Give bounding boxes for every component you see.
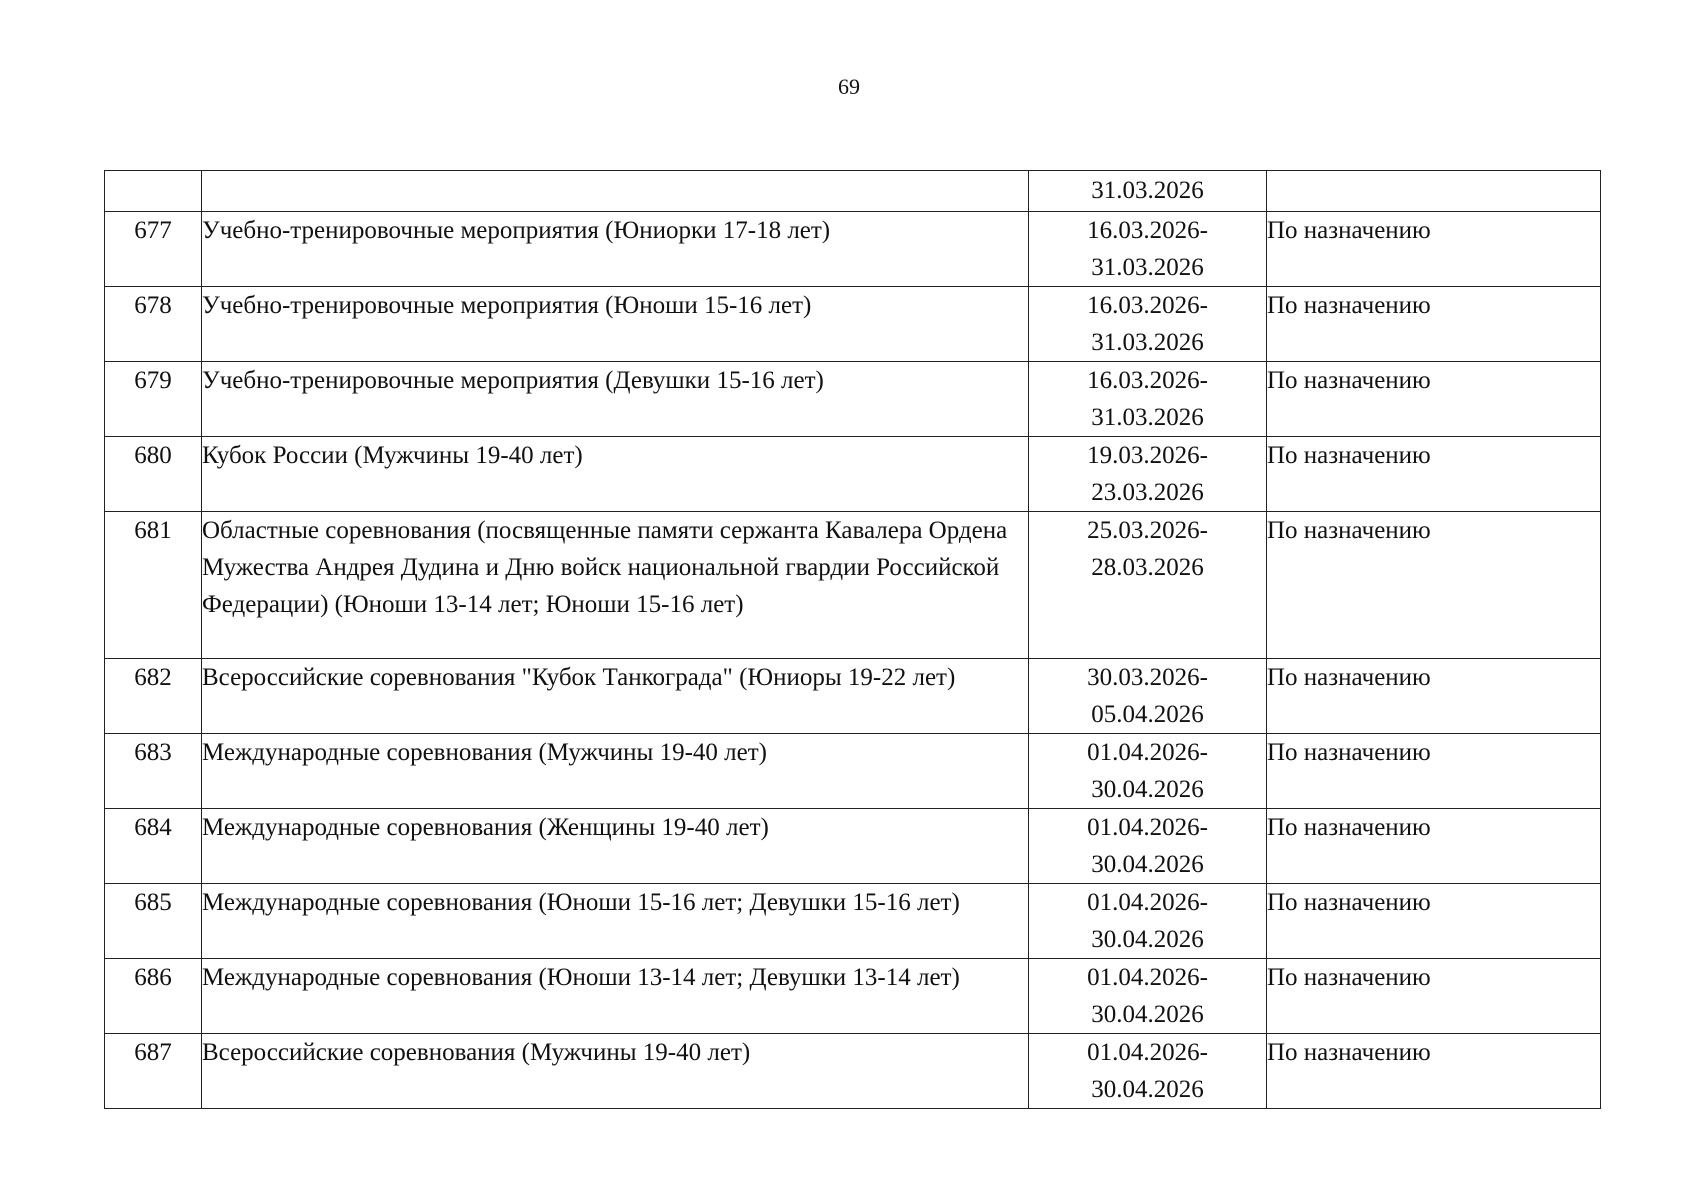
event-name-cell: Международные соревнования (Мужчины 19-40 лет) xyxy=(202,734,1029,809)
event-name-cell: Учебно-тренировочные мероприятия (Юноши 15-16 лет) xyxy=(202,287,1029,362)
date-start: 19.03.2026- xyxy=(1087,442,1208,469)
event-place-cell: По назначению xyxy=(1267,734,1601,809)
row-number-cell: 682 xyxy=(105,659,202,734)
event-dates-cell xyxy=(1029,437,1267,512)
event-name-cell: Учебно-тренировочные мероприятия (Девушки 15-16 лет) xyxy=(202,362,1029,437)
event-name-cell: Международные соревнования (Юноши 15-16 лет; Девушки 15-16 лет) xyxy=(202,884,1029,959)
event-dates-cell xyxy=(1029,512,1267,659)
table-row xyxy=(105,1034,1601,1109)
page-number: 69 xyxy=(838,74,860,99)
date-end: 31.03.2026 xyxy=(1091,177,1204,204)
date-start: 01.04.2026- xyxy=(1087,1039,1208,1066)
table-row xyxy=(105,734,1601,809)
event-dates-cell xyxy=(1029,171,1267,212)
event-name-cell xyxy=(202,171,1029,212)
row-number-cell: 677 xyxy=(105,212,202,287)
date-start: 01.04.2026- xyxy=(1087,964,1208,991)
date-end: 30.04.2026 xyxy=(1091,851,1204,878)
date-start: 01.04.2026- xyxy=(1087,739,1208,766)
event-place-cell: По назначению xyxy=(1267,959,1601,1034)
event-place-cell: По назначению xyxy=(1267,212,1601,287)
event-dates-cell xyxy=(1029,734,1267,809)
date-end: 28.03.2026 xyxy=(1091,554,1204,581)
row-number-cell: 683 xyxy=(105,734,202,809)
date-start: 01.04.2026- xyxy=(1087,889,1208,916)
date-end: 23.03.2026 xyxy=(1091,479,1204,506)
event-name-cell: Кубок России (Мужчины 19-40 лет) xyxy=(202,437,1029,512)
event-name-cell: Областные соревнования (посвященные памяти сержанта Кавалера Ордена Мужества Андрея Дудина и Дню войск национальной гвардии Российской Федерации) (Юноши 13-14 лет; Юноши 15-16 лет) xyxy=(202,512,1029,659)
event-place-cell: По назначению xyxy=(1267,809,1601,884)
date-start: 16.03.2026- xyxy=(1087,217,1208,244)
event-dates-cell xyxy=(1029,212,1267,287)
date-start: 30.03.2026- xyxy=(1087,664,1208,691)
table-row-continuation xyxy=(105,171,1601,212)
date-start: 16.03.2026- xyxy=(1087,367,1208,394)
table-row xyxy=(105,659,1601,734)
date-end: 30.04.2026 xyxy=(1091,926,1204,953)
date-end: 31.03.2026 xyxy=(1091,404,1204,431)
event-name-cell: Учебно-тренировочные мероприятия (Юниорки 17-18 лет) xyxy=(202,212,1029,287)
table-row xyxy=(105,287,1601,362)
row-number-cell: 686 xyxy=(105,959,202,1034)
row-number-cell: 679 xyxy=(105,362,202,437)
event-dates-cell xyxy=(1029,884,1267,959)
event-name-cell: Международные соревнования (Женщины 19-40 лет) xyxy=(202,809,1029,884)
row-number-cell: 681 xyxy=(105,512,202,659)
event-dates-cell xyxy=(1029,959,1267,1034)
event-dates-cell xyxy=(1029,1034,1267,1109)
date-end: 30.04.2026 xyxy=(1091,1076,1204,1103)
table-row xyxy=(105,512,1601,659)
event-dates-cell xyxy=(1029,287,1267,362)
table-row xyxy=(105,809,1601,884)
row-number-cell: 687 xyxy=(105,1034,202,1109)
event-dates-cell xyxy=(1029,809,1267,884)
table-row xyxy=(105,884,1601,959)
event-place-cell: По назначению xyxy=(1267,512,1601,659)
event-name-cell: Всероссийские соревнования (Мужчины 19-40 лет) xyxy=(202,1034,1029,1109)
row-number-cell: 685 xyxy=(105,884,202,959)
event-place-cell: По назначению xyxy=(1267,1034,1601,1109)
date-end: 31.03.2026 xyxy=(1091,254,1204,281)
date-start: 01.04.2026- xyxy=(1087,814,1208,841)
event-name-cell: Международные соревнования (Юноши 13-14 лет; Девушки 13-14 лет) xyxy=(202,959,1029,1034)
table-row xyxy=(105,437,1601,512)
event-place-cell: По назначению xyxy=(1267,659,1601,734)
events-table xyxy=(104,170,1601,1109)
event-place-cell: По назначению xyxy=(1267,884,1601,959)
date-start: 16.03.2026- xyxy=(1087,292,1208,319)
row-number-cell: 678 xyxy=(105,287,202,362)
date-end: 05.04.2026 xyxy=(1091,701,1204,728)
row-number-cell: 680 xyxy=(105,437,202,512)
table-row xyxy=(105,362,1601,437)
table-row xyxy=(105,959,1601,1034)
event-name-cell: Всероссийские соревнования "Кубок Танкограда" (Юниоры 19-22 лет) xyxy=(202,659,1029,734)
event-dates-cell xyxy=(1029,362,1267,437)
event-place-cell: По назначению xyxy=(1267,362,1601,437)
row-number-cell xyxy=(105,171,202,212)
event-place-cell: По назначению xyxy=(1267,437,1601,512)
date-end: 30.04.2026 xyxy=(1091,1001,1204,1028)
table-row xyxy=(105,212,1601,287)
date-start: 25.03.2026- xyxy=(1087,517,1208,544)
date-end: 31.03.2026 xyxy=(1091,329,1204,356)
row-number-cell: 684 xyxy=(105,809,202,884)
event-place-cell: По назначению xyxy=(1267,287,1601,362)
event-place-cell xyxy=(1267,171,1601,212)
event-dates-cell xyxy=(1029,659,1267,734)
date-end: 30.04.2026 xyxy=(1091,776,1204,803)
